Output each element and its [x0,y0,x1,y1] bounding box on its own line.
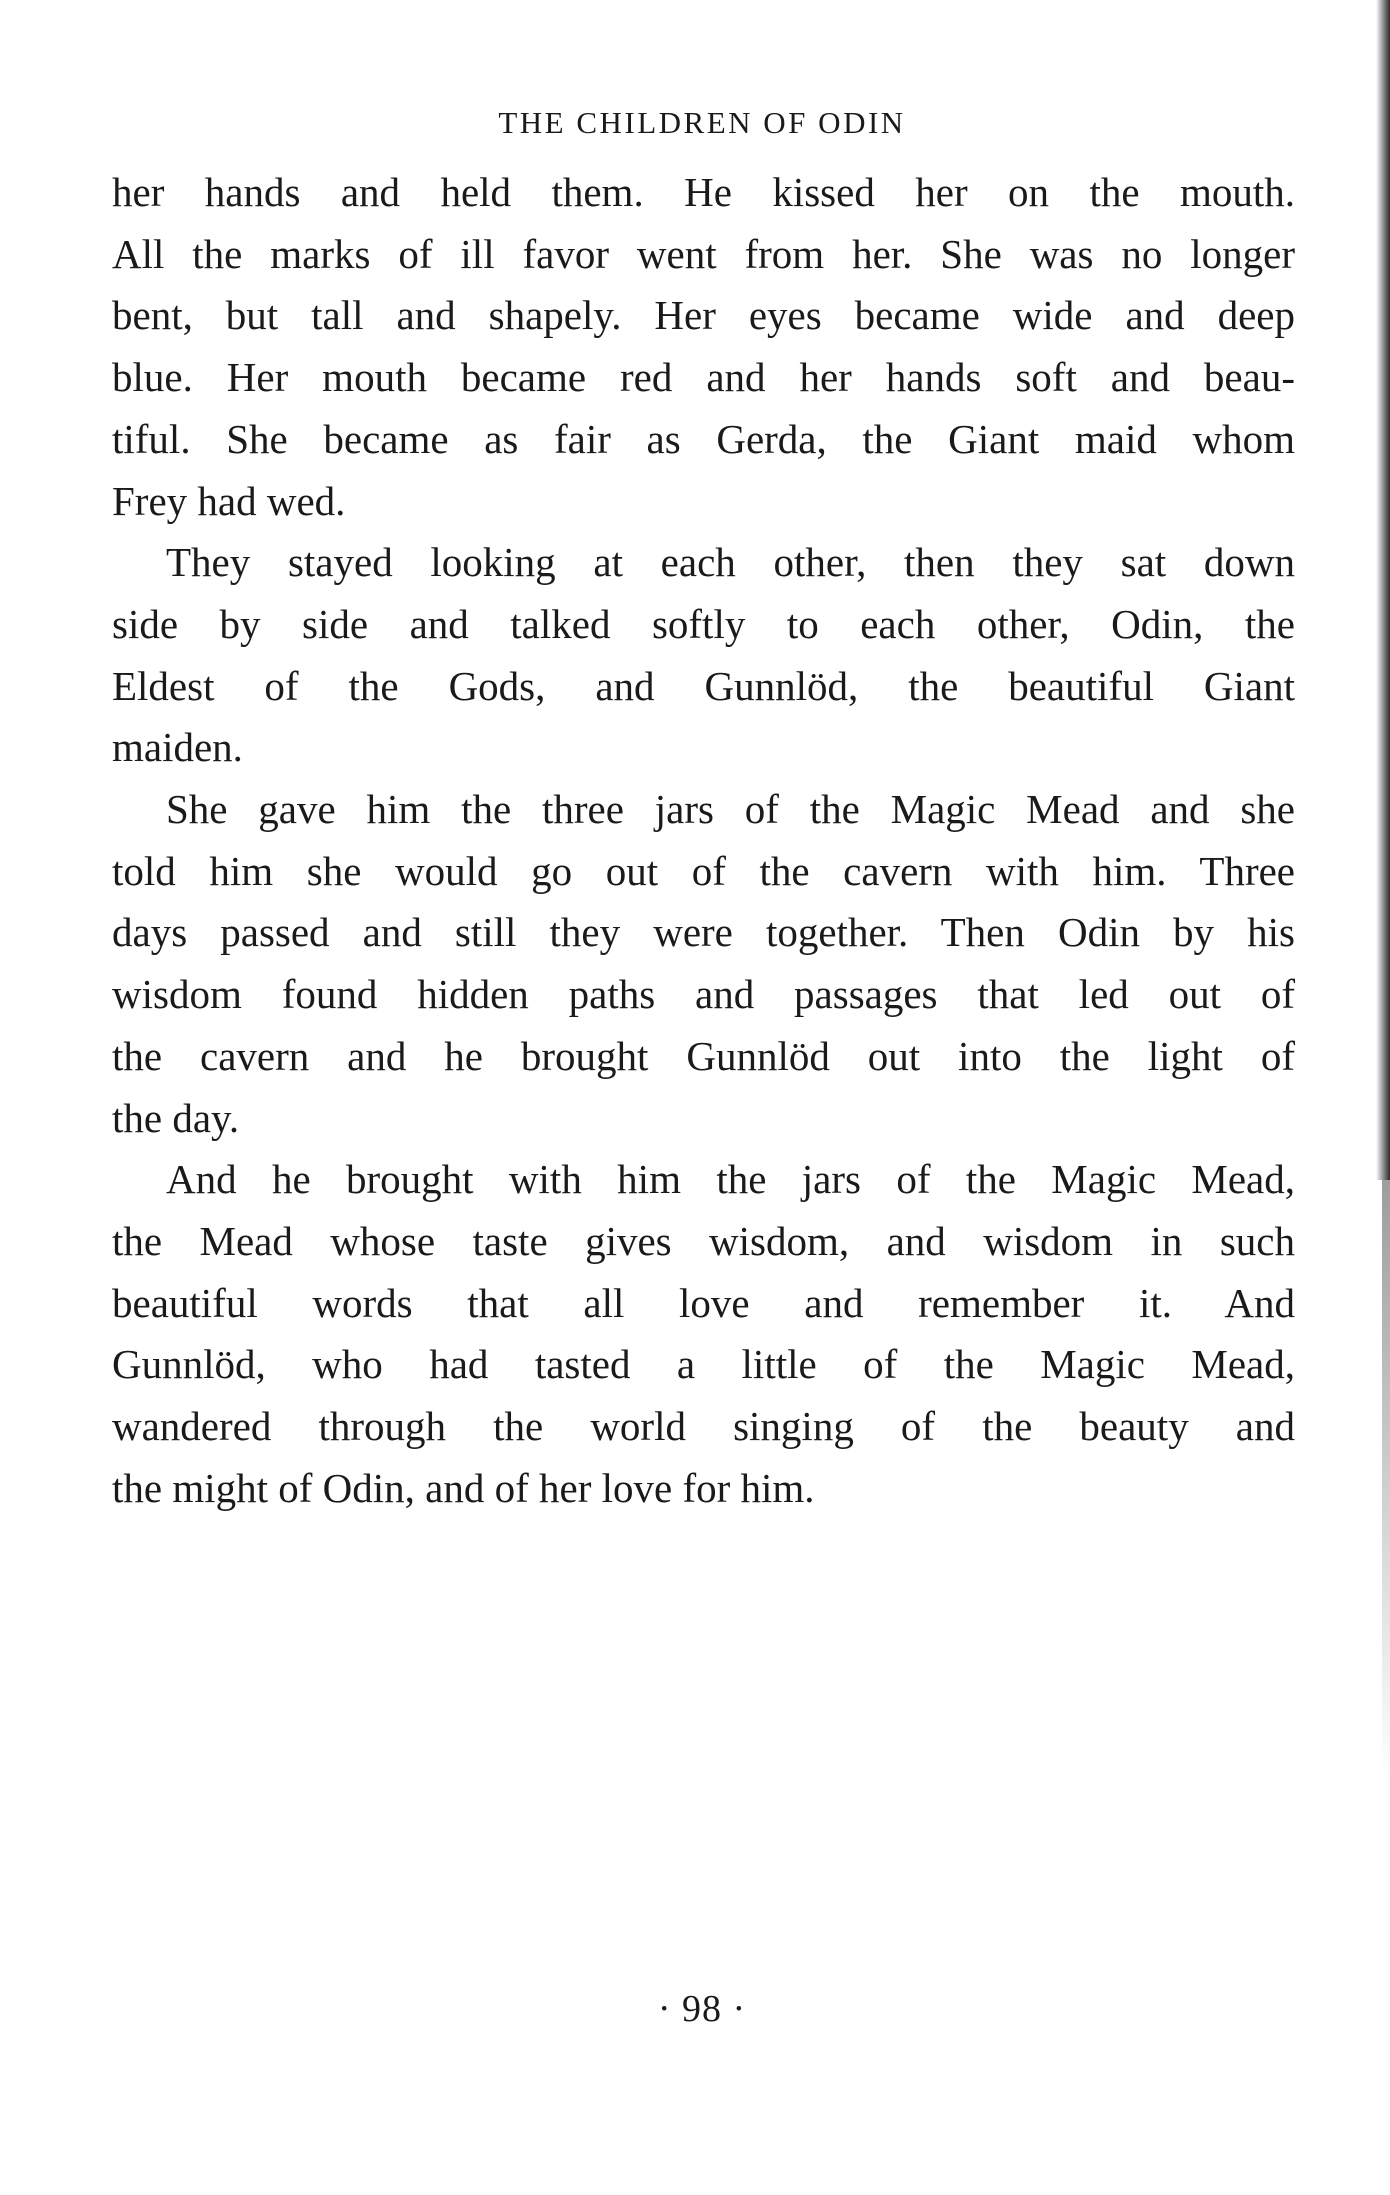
text-line: maiden. [112,724,243,771]
text-line: Gunnlöd, who had tasted a little of the Magic Mead, [112,1341,1295,1388]
paragraph-3 [112,779,1295,1149]
page-number: · 98 · [657,1988,747,2030]
body-text [112,162,1295,1519]
text-line: the day. [112,1094,240,1141]
text-line: wisdom found hidden paths and passages that led out of [112,971,1295,1018]
text-line: the might of Odin, and of her love for him. [112,1464,815,1511]
text-line: blue. Her mouth became red and her hands soft and beau- [112,354,1295,401]
paragraph-4 [112,1149,1295,1519]
text-line: days passed and still they were together. Then Odin by his [112,909,1295,956]
page-edge-shadow-lower [1382,1180,1390,1780]
text-line: the Mead whose taste gives wisdom, and wisdom in such [112,1217,1295,1264]
text-line: wandered through the world singing of the beauty and [112,1403,1295,1450]
text-line: her hands and held them. He kissed her on the mouth. [112,169,1295,215]
text-line: told him she would go out of the cavern with him. Three [112,847,1295,894]
text-line: beautiful words that all love and remember it. And [112,1279,1295,1326]
running-head: THE CHILDREN OF ODIN [498,105,906,140]
text-line: They stayed looking at each other, then they sat down [166,539,1295,586]
page-edge-shadow [1376,0,1390,1180]
text-line: bent, but tall and shapely. Her eyes became wide and deep [112,292,1295,339]
text-line: She gave him the three jars of the Magic Mead and she [166,786,1295,833]
text-line: the cavern and he brought Gunnlöd out into the light of [112,1032,1295,1079]
text-line: tiful. She became as fair as Gerda, the Giant maid whom [112,415,1295,462]
text-line: All the marks of ill favor went from her. She was no longer [112,230,1295,277]
text-line: And he brought with him the jars of the Magic Mead, [166,1156,1295,1203]
paragraph-2 [112,532,1295,779]
text-line: side by side and talked softly to each other, Odin, the [112,600,1295,647]
paragraph-1 [112,162,1295,532]
text-line: Frey had wed. [112,477,346,524]
text-line: Eldest of the Gods, and Gunnlöd, the beautiful Giant [112,662,1295,709]
